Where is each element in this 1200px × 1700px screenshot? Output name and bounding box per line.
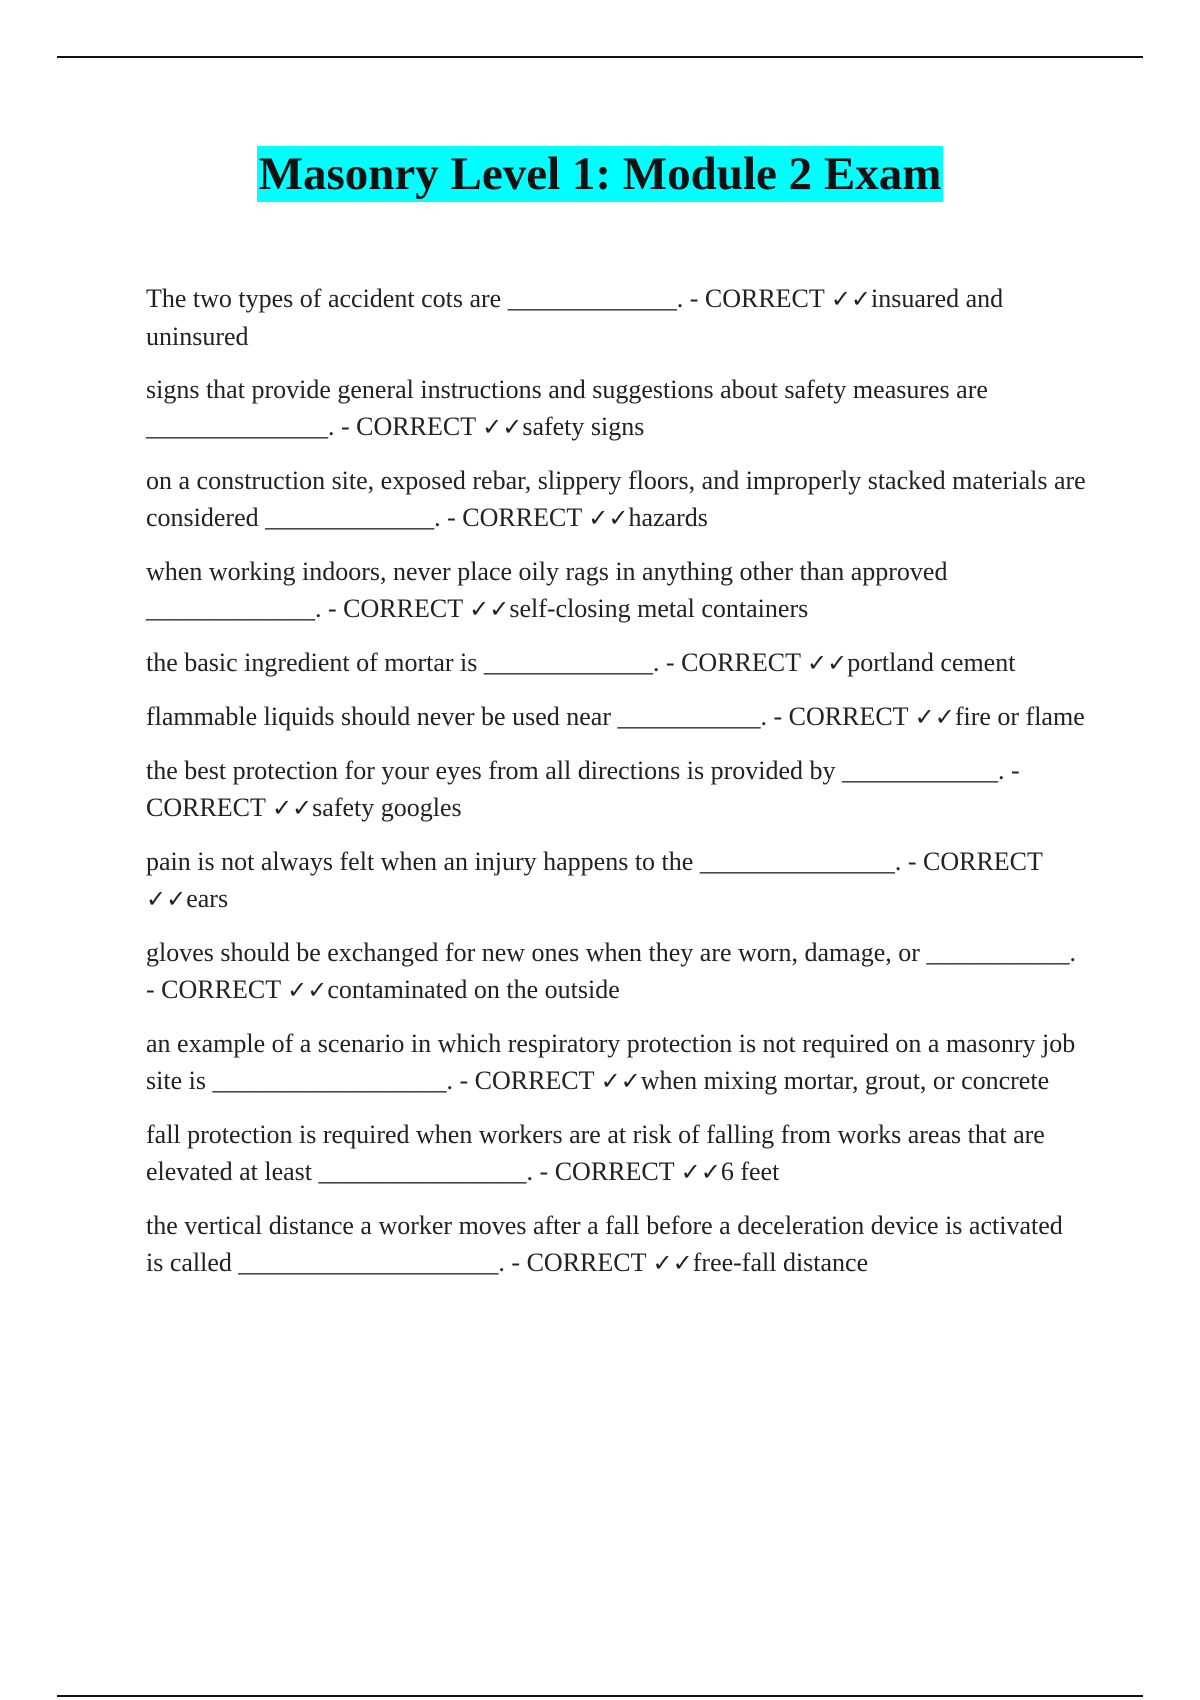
question-text: when working indoors, never place oily rags in anything other than approved _____________	[146, 557, 948, 623]
separator: . -	[315, 594, 344, 623]
correct-label: CORRECT	[704, 284, 825, 313]
question-item	[146, 280, 1086, 355]
correct-label: CORRECT	[554, 1157, 675, 1186]
separator: . -	[446, 1066, 475, 1095]
bottom-rule	[57, 1695, 1143, 1697]
question-text: fall protection is required when workers are at risk of falling from works areas that are elevated at least ________________	[146, 1120, 1045, 1186]
separator: . -	[652, 648, 682, 677]
separator: . -	[526, 1157, 555, 1186]
answer-text: ears	[186, 884, 229, 913]
double-check-icon: ✓✓	[807, 649, 848, 677]
question-item	[146, 1207, 1086, 1282]
question-text: the basic ingredient of mortar is _____________	[146, 648, 653, 677]
correct-label: CORRECT	[161, 975, 281, 1004]
double-check-icon: ✓✓	[830, 285, 872, 313]
question-item	[146, 698, 1086, 736]
question-item	[146, 934, 1086, 1009]
question-text: gloves should be exchanged for new ones when they are worn, damage, or ___________	[146, 938, 1070, 967]
double-check-icon: ✓✓	[600, 1067, 641, 1095]
question-item	[146, 553, 1086, 628]
double-check-icon: ✓✓	[914, 703, 955, 731]
double-check-icon: ✓✓	[588, 504, 629, 532]
title-wrap	[0, 146, 1200, 202]
answer-text: when mixing mortar, grout, or concrete	[640, 1066, 1050, 1095]
correct-label: CORRECT	[356, 412, 476, 441]
separator: . -	[760, 702, 789, 731]
question-text: the best protection for your eyes from all directions is provided by ____________	[146, 756, 999, 785]
correct-label: CORRECT	[474, 1066, 595, 1095]
question-item	[146, 752, 1086, 827]
separator: . -	[498, 1248, 527, 1277]
answer-text: portland cement	[847, 648, 1016, 677]
correct-label: CORRECT	[462, 503, 582, 532]
question-item	[146, 462, 1086, 537]
correct-label: CORRECT	[343, 594, 463, 623]
answer-text: free-fall distance	[692, 1248, 869, 1277]
double-check-icon: ✓✓	[271, 794, 313, 822]
double-check-icon: ✓✓	[287, 976, 328, 1004]
question-item	[146, 1116, 1086, 1191]
question-item	[146, 843, 1086, 918]
correct-label: CORRECT	[526, 1248, 647, 1277]
answer-text: contaminated on the outside	[327, 975, 620, 1004]
separator: . -	[328, 412, 357, 441]
double-check-icon: ✓✓	[652, 1249, 693, 1277]
separator: . -	[676, 284, 705, 313]
answer-text: fire or flame	[954, 702, 1085, 731]
answer-text: safety signs	[522, 412, 645, 441]
question-text: flammable liquids should never be used near ___________	[146, 702, 761, 731]
question-item	[146, 1025, 1086, 1100]
question-text: pain is not always felt when an injury happens to the _______________	[146, 847, 895, 876]
double-check-icon: ✓✓	[482, 413, 523, 441]
answer-text: hazards	[628, 503, 708, 532]
correct-label: CORRECT	[923, 847, 1043, 876]
question-text: signs that provide general instructions and suggestions about safety measures are ______________	[146, 375, 988, 441]
question-text: the vertical distance a worker moves after a fall before a deceleration device is activated is called ____________________	[146, 1211, 1063, 1277]
double-check-icon: ✓✓	[146, 885, 187, 913]
separator: . -	[998, 756, 1020, 785]
question-list	[146, 280, 1086, 1298]
question-item	[146, 644, 1086, 682]
question-text: an example of a scenario in which respiratory protection is not required on a masonry job site is __________________	[146, 1029, 1076, 1095]
answer-text: safety googles	[312, 793, 462, 822]
double-check-icon: ✓✓	[469, 595, 510, 623]
answer-text: self-closing metal containers	[509, 594, 809, 623]
answer-text: insuared and uninsured	[146, 284, 1004, 351]
correct-label: CORRECT	[146, 793, 266, 822]
correct-label: CORRECT	[788, 702, 909, 731]
double-check-icon: ✓✓	[680, 1158, 721, 1186]
top-rule	[57, 56, 1143, 58]
question-text: on a construction site, exposed rebar, slippery floors, and improperly stacked materials are considered _____________	[146, 466, 1086, 532]
correct-label: CORRECT	[681, 648, 801, 677]
page-title: Masonry Level 1: Module 2 Exam	[258, 148, 942, 200]
separator: . -	[894, 847, 923, 876]
answer-text: 6 feet	[720, 1157, 780, 1186]
separator: . -	[146, 938, 1076, 1004]
separator: . -	[434, 503, 463, 532]
question-text: The two types of accident cots are _____________	[146, 284, 677, 313]
question-item	[146, 371, 1086, 446]
